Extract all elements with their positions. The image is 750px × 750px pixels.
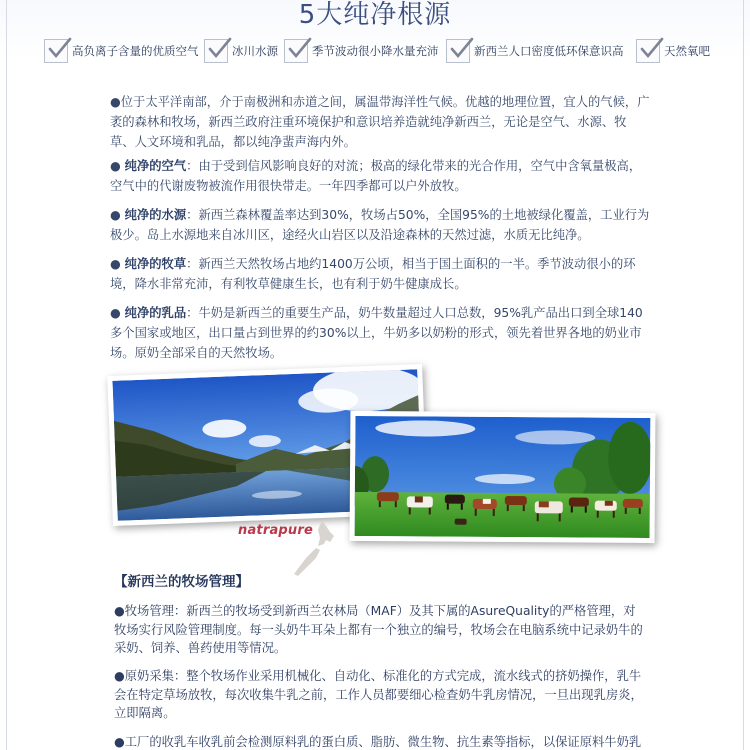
management-item: ●工厂的收乳车收乳前会检测原料乳的蛋白质、脂肪、微生物、抗生素等指标，以保证原料牛奶乳 [114, 735, 642, 749]
point-water [110, 205, 650, 245]
section-title: 【新西兰的牧场管理】 [114, 574, 249, 590]
feature-item [284, 38, 439, 64]
point-heading: 纯净的牧草 [124, 257, 187, 271]
checkbox-check-icon [44, 39, 68, 63]
feature-item [44, 38, 199, 64]
point-text: ：新西兰天然牧场占地约1400万公顷，相当于国土面积的一半。季节波动很小的环境，降水非常充沛，有利牧草健康生长，也有利于奶牛健康成长。 [110, 257, 636, 291]
new-zealand-map-icon [292, 518, 342, 580]
feature-item [204, 38, 278, 64]
point-text: ：牛奶是新西兰的重要生产品，奶牛数量超过人口总数，95%乳产品出口到全球140多个国家或地区，出口量占到世界的约30%以上，牛奶多以奶粉的形式，领先着世界各地的奶业市场。原奶全部采自的天然牧场。 [110, 306, 643, 360]
intro-paragraph: ●位于太平洋南部，介于南极洲和赤道之间，属温带海洋性气候。优越的地理位置，宜人的气候，广袤的森林和牧场，新西兰政府注重环境保护和意识培养造就纯净新西兰，无论是空气、水源、牧草、人文环境和乳品，都以纯净蜚声海内外。 [110, 95, 650, 149]
point-heading: 纯净的乳品 [124, 306, 187, 320]
feature-label: 冰川水源 [232, 44, 278, 58]
point-heading: 纯净的空气 [124, 159, 187, 173]
feature-label: 天然氧吧 [664, 44, 710, 58]
point-text: ：由于受到信风影响良好的对流；极高的绿化带来的光合作用，空气中含氧量极高，空气中的代谢废物被流作用很快带走。一年四季都可以户外放牧。 [110, 159, 642, 193]
point-bullet: ● [110, 159, 121, 173]
cows-pasture-photo [350, 411, 656, 543]
page-title: 5大纯净根源 [298, 0, 452, 30]
feature-item [636, 38, 710, 64]
feature-checklist [44, 38, 714, 66]
point-dairy [110, 303, 650, 363]
checkbox-check-icon [446, 39, 470, 63]
brand-logo: natrapure [238, 523, 314, 538]
checkbox-check-icon [284, 39, 308, 63]
feature-item [446, 38, 624, 64]
feature-label: 季节波动很小降水量充沛 [312, 44, 439, 58]
point-bullet: ● [110, 208, 121, 222]
point-air [110, 156, 650, 196]
page-border-right [743, 0, 744, 750]
checkbox-check-icon [636, 39, 660, 63]
management-item: ●原奶采集：整个牧场作业采用机械化、自动化、标准化的方式完成，流水线式的挤奶操作，乳牛会在特定草场放牧，每次收集牛乳之前，工作人员都要细心检查奶牛乳房情况，一旦出现乳房炎，立即隔离。 [114, 669, 643, 720]
point-heading: 纯净的水源 [124, 208, 187, 222]
page-border-left [6, 0, 7, 750]
point-bullet: ● [110, 257, 121, 271]
point-text: ：新西兰森林覆盖率达到30%，牧场占50%，全国95%的土地被绿化覆盖，工业行为极少。岛上水源地来自冰川区，途经火山岩区以及沿途森林的天然过滤，水质无比纯净。 [110, 208, 650, 242]
feature-label: 高负离子含量的优质空气 [72, 44, 199, 58]
checkbox-check-icon [204, 39, 228, 63]
point-pasture [110, 254, 650, 294]
point-bullet: ● [110, 306, 121, 320]
management-item: ●牧场管理：新西兰的牧场受到新西兰农林局（MAF）及其下属的AsureQuality的严格管理，对牧场实行风险管理制度。每一头奶牛耳朵上都有一个独立的编号，牧场会在电脑系统中记录奶牛的采奶、饲养、兽药使用等情况。 [114, 604, 643, 655]
feature-label: 新西兰人口密度低环保意识高 [474, 44, 624, 58]
